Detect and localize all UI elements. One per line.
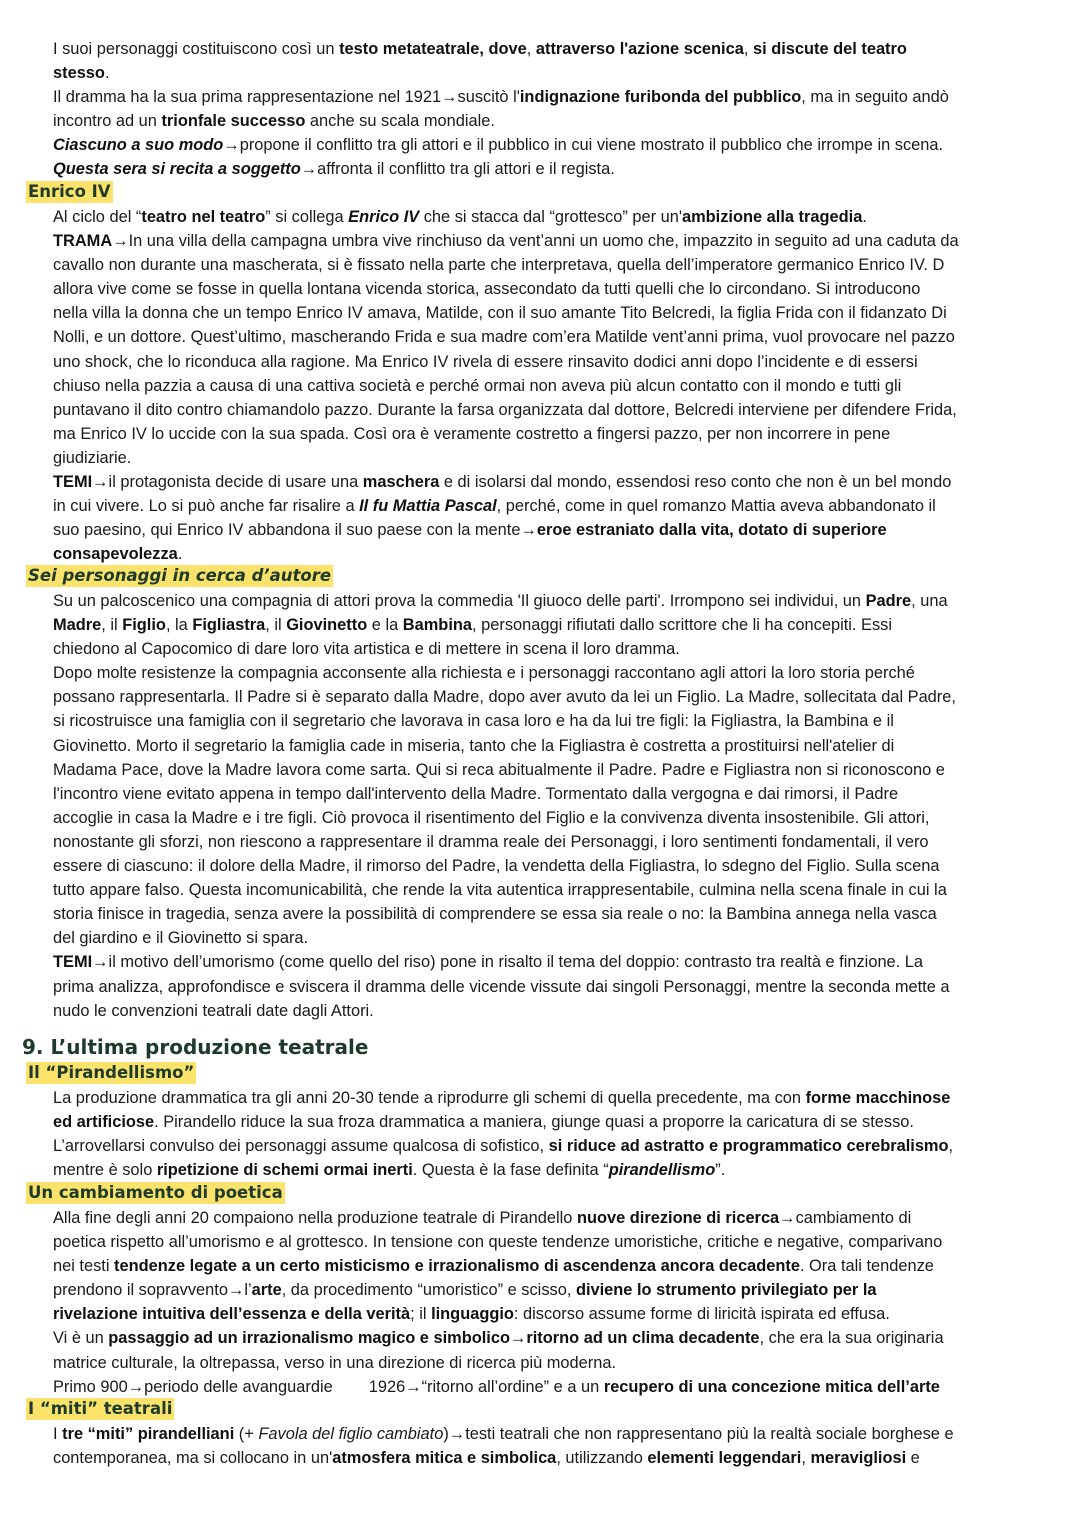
- emphasis-run: elementi leggendari: [647, 1449, 802, 1468]
- text-run: Dopo molte resistenze la compagnia acconsente alla richiesta e i personaggi raccontano agli attori la loro storia perché: [53, 664, 915, 683]
- text-run: L’arrovellarsi convulso dei personaggi assume qualcosa di sofistico,: [53, 1137, 549, 1156]
- text-line: [53, 661, 1053, 685]
- emphasis-run: tre “miti” pirandelliani: [62, 1425, 235, 1443]
- pirandellismo-paragraph: [53, 1086, 1053, 1182]
- emphasis-run: Bambina: [402, 616, 473, 635]
- text-run: ” si collega: [265, 208, 349, 226]
- text-run: l'incontro viene evitato appena in tempo dall'intervento della Madre. Tormentato dalla vergogna e dai rimorsi, il Padre: [53, 784, 899, 803]
- emphasis-run: Figliastra: [192, 616, 266, 635]
- emphasis-run: , dove: [479, 40, 527, 58]
- text-run: →propone il conflitto tra gli attori e il pubblico in cui viene mostrato il pubblico che irrompe in scena.: [223, 136, 944, 155]
- text-line: [53, 709, 1053, 733]
- text-run: , personaggi rifiutati dallo scrittore che li ha concepiti. Essi: [472, 616, 893, 635]
- text-line: [53, 926, 1053, 950]
- emphasis-run: TRAMA: [53, 232, 113, 251]
- text-line: [53, 1351, 1053, 1375]
- text-line: [53, 133, 1053, 157]
- text-run: mentre è solo: [53, 1161, 157, 1180]
- text-line: [53, 494, 1053, 518]
- emphasis-run: diviene lo strumento privilegiato per la: [575, 1281, 877, 1300]
- heading-pirandellismo: Il “Pirandellismo”: [28, 1063, 195, 1082]
- emphasis-run: Padre: [865, 592, 912, 610]
- text-run: →In una villa della campagna umbra vive rinchiuso da vent’anni un uomo che, impazzito in seguito ad una caduta da: [112, 232, 959, 251]
- emphasis-run: si discute del teatro: [752, 40, 907, 58]
- text-run: . Ora tali tendenze: [799, 1257, 934, 1276]
- emphasis-run: tendenze legate a un certo misticismo e irrazionalismo di ascendenza ancora decadente: [114, 1257, 800, 1276]
- emphasis-run: nuove direzione di ricerca: [576, 1209, 780, 1227]
- text-run: possano rappresentarla. Il Padre si è separato dalla Madre, dopo aver avuto da lei un Figlio. La Madre, sollecitata dal Padre,: [53, 688, 956, 707]
- text-run: prendono il sopravvento→l’: [53, 1281, 252, 1300]
- emphasis-run: trionfale successo: [161, 112, 306, 131]
- emphasis-run: TEMI: [53, 953, 93, 972]
- emphasis-run: Enrico IV: [348, 208, 420, 226]
- text-run: 1926→“ritorno all’ordine” e a un: [368, 1377, 604, 1396]
- emphasis-run: recupero di una concezione mitica dell’arte: [603, 1377, 940, 1396]
- text-run: ma Enrico IV lo uccide con la sua spada. Così ora è veramente costretto a fingersi pazzo, per non incorrere in pene: [53, 424, 891, 443]
- text-line: [53, 854, 1053, 878]
- text-run: . Pirandello riduce la sua froza drammatica a maniera, giunge quasi a proporre la caricatura di se stesso.: [154, 1113, 914, 1132]
- text-run: , il: [101, 616, 123, 635]
- emphasis-run: linguaggio: [431, 1305, 514, 1324]
- text-run: Madama Pace, dove la Madre lavora come sarta. Qui si reca abitualmente il Padre. Padre e Figliastra non si riconoscono e: [53, 760, 945, 779]
- emphasis-run: pirandellismo: [608, 1161, 716, 1180]
- text-run: Alla fine degli anni 20 compaiono nella produzione teatrale di Pirandello: [53, 1209, 577, 1227]
- text-run: ,: [948, 1137, 954, 1156]
- text-run: storia finisce in tragedia, senza avere la possibilità di comprendere se essa sia reale o no: la Bambina annega nella vasca: [53, 905, 937, 924]
- heading-enrico-iv: Enrico IV: [28, 182, 111, 201]
- text-line: [53, 1326, 1053, 1350]
- text-line: [53, 734, 1053, 758]
- text-run: chiuso nella pazzia a causa di una cattiva società e perché ormai non aveva più alcun contatto con il mondo e tutti gli: [53, 376, 902, 395]
- text-line: [53, 1302, 1053, 1326]
- emphasis-run: consapevolezza: [53, 545, 178, 564]
- text-line: [53, 229, 1053, 253]
- text-line: [53, 806, 1053, 830]
- text-line: [53, 253, 1053, 277]
- text-line: [53, 61, 1053, 85]
- text-run: anche su scala mondiale.: [305, 112, 495, 131]
- text-line: [53, 685, 1053, 709]
- text-line: [53, 782, 1053, 806]
- text-line: [53, 1446, 1053, 1470]
- text-line: [53, 878, 1053, 902]
- text-run: La produzione drammatica tra gli anni 20-30 tende a riprodurre gli schemi di quella precedente, ma con: [53, 1089, 806, 1107]
- text-line: [53, 637, 1053, 661]
- text-line: [53, 325, 1053, 349]
- text-run: .: [862, 208, 867, 226]
- emphasis-run: Questa sera si recita a soggetto: [53, 160, 301, 179]
- text-run: .: [104, 64, 110, 83]
- text-run: contemporanea, ma si collocano in un': [53, 1449, 333, 1468]
- text-line: [53, 1110, 1053, 1134]
- text-run: →il motivo dell’umorismo (come quello del riso) pone in risalto il tema del doppio: contrasto tra realtà e finzione. La: [92, 953, 924, 972]
- text-run: , utilizzando: [556, 1449, 648, 1468]
- emphasis-run: attraverso l'azione scenica: [535, 40, 744, 58]
- text-line: [53, 1422, 1053, 1446]
- text-line: [53, 542, 1053, 566]
- miti-paragraph: [53, 1422, 1053, 1470]
- intro-paragraph: [53, 37, 1053, 182]
- text-run: Al ciclo del “: [53, 208, 142, 226]
- text-line: [53, 999, 1053, 1023]
- text-line: [53, 85, 1053, 109]
- heading-sei-personaggi: Sei personaggi in cerca d’autore: [28, 566, 332, 585]
- text-run: Il dramma ha la sua prima rappresentazione nel 1921→suscitò l': [53, 88, 520, 107]
- heading-cambiamento-poetica: Un cambiamento di poetica: [28, 1183, 283, 1202]
- text-run: e di isolarsi dal mondo, essendosi reso conto che non è un bel mondo: [439, 473, 952, 492]
- text-line: [53, 398, 1053, 422]
- text-line: [53, 1254, 1053, 1278]
- text-run: nudo le convenzioni teatrali date dagli Attori.: [53, 1001, 374, 1020]
- emphasis-run: eroe estraniato dalla vita, dotato di superiore: [536, 521, 887, 540]
- text-run: →affronta il conflitto tra gli attori e il regista.: [300, 160, 615, 179]
- text-run: e la: [367, 616, 403, 635]
- text-run: .: [177, 545, 183, 564]
- text-line: [53, 446, 1053, 470]
- enrico-iv-paragraph: [53, 205, 1053, 566]
- text-run: , da procedimento “umoristico” e scisso,: [281, 1281, 576, 1300]
- text-run: ,: [801, 1449, 811, 1468]
- text-line: [53, 1278, 1053, 1302]
- text-run: tutto appare falso. Questa incomunicabilità, che rende la vita autentica irrappresentabile, culmina nella scena finale in cui la: [53, 881, 947, 900]
- text-run: →cambiamento di: [779, 1209, 912, 1227]
- text-run: nella villa la donna che un tempo Enrico IV amava, Matilde, con il suo amante Tito Belcredi, la figlia Frida con il fidanzato Di: [53, 304, 947, 323]
- text-line: [53, 277, 1053, 301]
- text-run: (+: [234, 1425, 259, 1443]
- text-line: [53, 301, 1053, 325]
- text-run: I: [53, 1425, 63, 1443]
- text-run: ; il: [410, 1305, 432, 1324]
- text-line: [53, 350, 1053, 374]
- emphasis-run: meravigliosi: [810, 1449, 907, 1468]
- emphasis-run: si riduce ad astratto e programmatico cerebralismo: [548, 1137, 949, 1156]
- text-line: [53, 830, 1053, 854]
- emphasis-run: stesso: [53, 64, 105, 83]
- text-run: , ma in seguito andò: [801, 88, 949, 107]
- text-line: [53, 975, 1053, 999]
- text-run: ”.: [715, 1161, 726, 1180]
- text-run: suo paesino, qui Enrico IV abbandona il suo paese con la mente→: [53, 521, 537, 540]
- text-run: incontro ad un: [53, 112, 162, 131]
- text-run: prima analizza, approfondisce e sviscera il dramma delle vicende vissute dai singoli Personaggi, mentre la seconda mette a: [53, 977, 950, 996]
- emphasis-run: Giovinetto: [286, 616, 368, 635]
- text-line: [53, 950, 1053, 974]
- emphasis-run: Madre: [53, 616, 102, 635]
- heading-miti-teatrali: I “miti” teatrali: [28, 1399, 173, 1418]
- text-run: del giardino e il Giovinetto si spara.: [53, 929, 309, 948]
- section-9-title: 9. L’ultima produzione teatrale: [22, 1035, 369, 1059]
- text-run: uno shock, che lo riconduca alla ragione. Ma Enrico IV rivela di essere rinsavito dodici anni dopo l’incidente e di essersi: [53, 352, 918, 371]
- text-line: [53, 613, 1053, 637]
- text-run: . Questa è la fase definita “: [412, 1161, 609, 1180]
- sei-personaggi-paragraph: [53, 589, 1053, 1023]
- emphasis-run: ed artificiose: [53, 1113, 155, 1132]
- text-run: giudiziarie.: [53, 448, 132, 467]
- emphasis-run: Ciascuno a suo modo: [53, 136, 224, 155]
- text-line: [53, 37, 1053, 61]
- text-run: Vi è un: [53, 1329, 109, 1348]
- text-line: [53, 205, 1053, 229]
- text-line: [53, 902, 1053, 926]
- text-line: [53, 1134, 1053, 1158]
- emphasis-run: rivelazione intuitiva dell’essenza e della verità: [53, 1305, 411, 1324]
- emphasis-run: Il fu Mattia Pascal: [359, 497, 497, 516]
- text-run: →il protagonista decide di usare una: [92, 473, 363, 492]
- text-run: Nolli, e un dottore. Quest’ultimo, mascherando Frida e sua madre com’era Matilde vent’anni prima, vuol provocare nel pazzo: [53, 328, 955, 347]
- emphasis-run: Figlio: [122, 616, 166, 635]
- text-run: , il: [265, 616, 287, 635]
- emphasis-run: ripetizione di schemi ormai inerti: [156, 1161, 413, 1180]
- text-run: Su un palcoscenico una compagnia di attori prova la commedia 'Il giuoco delle parti'. Irrompono sei individui, un: [53, 592, 866, 610]
- text-run: I suoi personaggi costituiscono così un: [53, 40, 340, 58]
- text-line: [53, 109, 1053, 133]
- emphasis-run: TEMI: [53, 473, 93, 492]
- text-line: [53, 518, 1053, 542]
- text-line: [53, 1206, 1053, 1230]
- text-run: accoglie in casa la Madre e i tre figli. Ciò provoca il risentimento del Figlio e la convivenza diventa insostenibile. Gli attori,: [53, 808, 930, 827]
- text-run: cavallo non durante una mascherata, si è fissato nella parte che interpretava, quella dell’imperatore germanico Enrico IV. D: [53, 256, 945, 275]
- emphasis-run: atmosfera mitica e simbolica: [332, 1449, 557, 1468]
- text-line: [53, 589, 1053, 613]
- text-line: [53, 1158, 1053, 1182]
- cambiamento-paragraph: [53, 1206, 1053, 1399]
- emphasis-run: teatro nel teatro: [141, 208, 266, 226]
- text-run: essere di ciascuno: il dolore della Madre, il rimorso del Padre, la vendetta della Figliastra, lo sdegno del Figlio. Sulla scena: [53, 857, 940, 876]
- text-run: che si stacca dal “grottesco” per un': [419, 208, 682, 226]
- emphasis-run: testo metateatrale: [339, 40, 480, 58]
- text-run: in cui vivere. Lo si può anche far risalire a: [53, 497, 360, 516]
- emphasis-run: maschera: [362, 473, 440, 492]
- text-run: matrice culturale, la oltrepassa, verso in una direzione di ricerca più moderna.: [53, 1353, 617, 1372]
- text-run: : discorso assume forme di liricità ispirata ed effusa.: [513, 1305, 890, 1324]
- text-line: [53, 374, 1053, 398]
- text-run: , la: [165, 616, 193, 635]
- emphasis-run: arte: [251, 1281, 282, 1300]
- emphasis-run: indignazione furibonda del pubblico: [519, 88, 802, 107]
- emphasis-run: ambizione alla tragedia: [681, 208, 863, 226]
- emphasis-run: Favola del figlio cambiato: [258, 1425, 444, 1443]
- emphasis-run: passaggio ad un irrazionalismo magico e simbolico→ritorno ad un clima decadente: [108, 1329, 760, 1348]
- text-line: [53, 470, 1053, 494]
- text-run: nonostante gli sforzi, non riescono a rappresentare il dramma reale dei Personaggi, i loro sentimenti fondamentali, il vero: [53, 832, 929, 851]
- text-run: ,: [526, 40, 536, 58]
- text-run: Primo 900→periodo delle avanguardie: [53, 1377, 333, 1396]
- text-run: nei testi: [53, 1257, 115, 1276]
- text-line: [53, 422, 1053, 446]
- text-run: ,: [743, 40, 753, 58]
- text-line: [53, 1086, 1053, 1110]
- text-line: [53, 758, 1053, 782]
- text-run: Giovinetto. Morto il segretario la famiglia cade in miseria, tanto che la Figliastra è costretta a prostituirsi nell'atelier di: [53, 736, 895, 755]
- text-line: [53, 1230, 1053, 1254]
- text-run: poetica rispetto all’umorismo e al grottesco. In tensione con queste tendenze umoristiche, critiche e negative, comparivano: [53, 1233, 943, 1252]
- text-run: )→testi teatrali che non rappresentano più la realtà sociale borghese e: [443, 1425, 954, 1443]
- text-run: si ricostruisce una famiglia con il segretario che lavorava in casa loro e ha da lui tre figli: la Figliastra, la Bambina e il: [53, 712, 894, 731]
- text-run: , una: [911, 592, 948, 610]
- text-line: [53, 157, 1053, 181]
- emphasis-run: forme macchinose: [805, 1089, 951, 1107]
- text-run: e: [906, 1449, 920, 1468]
- text-run: chiedono al Capocomico di dare loro vita artistica e di mettere in scena il loro dramma.: [53, 640, 680, 659]
- text-line: [53, 1375, 1053, 1399]
- text-run: puntavano il dito contro chiamandolo pazzo. Durante la farsa organizzata dal dottore, Belcredi interviene per difendere Frida,: [53, 400, 957, 419]
- text-run: allora vive come se fosse in quella lontana vicenda storica, assecondato da tutti quelli che lo circondano. Si introducono: [53, 280, 921, 299]
- text-run: , che era la sua originaria: [759, 1329, 944, 1348]
- text-run: , perché, come in quel romanzo Mattia aveva abbandonato il: [496, 497, 936, 516]
